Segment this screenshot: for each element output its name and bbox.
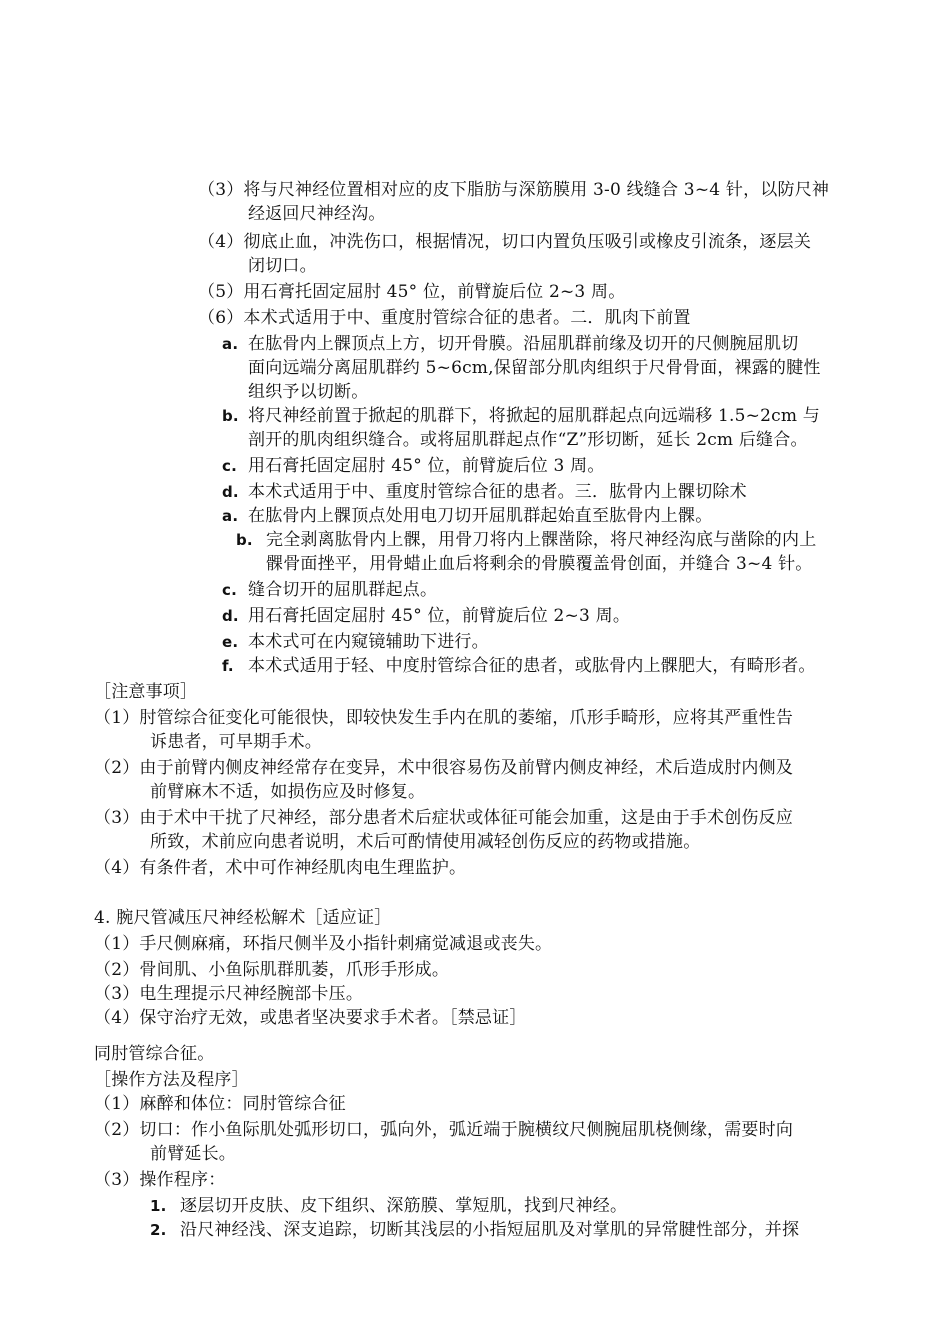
list-item bbox=[222, 404, 820, 428]
item-text: 骨间肌、小鱼际肌群肌萎，爪形手形成。 bbox=[139, 960, 450, 980]
list-item bbox=[248, 380, 368, 404]
item-text: 切口：作小鱼际肌处弧形切口，弧向外，弧近端于腕横纹尺侧腕屈肌桡侧缘，需要时向 bbox=[139, 1120, 794, 1140]
item-label: （3） bbox=[94, 1170, 140, 1190]
list-item bbox=[222, 504, 712, 528]
item-label: （1） bbox=[94, 708, 140, 728]
list-item bbox=[222, 332, 798, 356]
item-text: 由于术中干扰了尺神经，部分患者术后症状或体征可能会加重，这是由于手术创伤反应 bbox=[139, 808, 794, 828]
item-text: 本术式可在内窥镜辅助下进行。 bbox=[248, 632, 489, 652]
list-item bbox=[248, 428, 808, 452]
item-text: 在肱骨内上髁顶点处用电刀切开屈肌群起始直至肱骨内上髁。 bbox=[248, 506, 713, 526]
item-label: 1. bbox=[150, 1197, 167, 1215]
item-text: 前臂延长。 bbox=[150, 1144, 236, 1164]
item-text: 沿尺神经浅、深支追踪，切断其浅层的小指短屈肌及对掌肌的异常腱性部分，并探 bbox=[180, 1220, 800, 1240]
item-label: （4） bbox=[94, 1008, 140, 1028]
list-item bbox=[198, 178, 829, 202]
list-item bbox=[94, 982, 363, 1006]
item-label: （5） bbox=[198, 282, 244, 302]
item-label: （2） bbox=[94, 960, 140, 980]
item-text: 同肘管综合征。 bbox=[94, 1044, 215, 1064]
item-text: 逐层切开皮肤、皮下组织、深筋膜、掌短肌，找到尺神经。 bbox=[180, 1196, 628, 1216]
item-label: c. bbox=[222, 581, 237, 599]
list-item bbox=[266, 552, 812, 576]
item-text: 由于前臂内侧皮神经常存在变异，术中很容易伤及前臂内侧皮神经，术后造成肘内侧及 bbox=[139, 758, 794, 778]
item-text: 用石膏托固定屈肘 45° 位，前臂旋后位 2~3 周。 bbox=[248, 606, 631, 626]
list-item bbox=[150, 730, 322, 754]
item-label: （1） bbox=[94, 1094, 140, 1114]
item-text: 4. 腕尺管减压尺神经松解术［适应证］ bbox=[94, 908, 392, 928]
list-item bbox=[94, 932, 552, 956]
item-label: a. bbox=[222, 507, 239, 525]
paragraph bbox=[94, 1042, 214, 1066]
item-label: d. bbox=[222, 483, 239, 501]
item-text: 髁骨面挫平，用骨蜡止血后将剩余的骨膜覆盖骨创面，并缝合 3~4 针。 bbox=[266, 554, 813, 574]
item-label: （3） bbox=[94, 984, 140, 1004]
list-item bbox=[222, 480, 747, 504]
item-label: a. bbox=[222, 335, 239, 353]
list-item bbox=[198, 230, 811, 254]
item-text: 诉患者，可早期手术。 bbox=[150, 732, 322, 752]
section-heading bbox=[94, 680, 197, 704]
list-item bbox=[150, 1194, 627, 1218]
item-text: 完全剥离肱骨内上髁，用骨刀将内上髁凿除，将尺神经沟底与凿除的内上 bbox=[266, 530, 817, 550]
list-item bbox=[94, 706, 793, 730]
item-text: 组织予以切断。 bbox=[248, 382, 369, 402]
item-text: 前臂麻木不适，如损伤应及时修复。 bbox=[150, 782, 426, 802]
item-text: ［注意事项］ bbox=[94, 682, 198, 702]
list-item bbox=[198, 280, 625, 304]
list-item bbox=[248, 356, 821, 380]
item-text: 手尺侧麻痛，环指尺侧半及小指针刺痛觉减退或丧失。 bbox=[139, 934, 553, 954]
item-label: b. bbox=[236, 531, 253, 549]
item-text: 本术式适用于中、重度肘管综合征的患者。二．肌肉下前置 bbox=[243, 308, 691, 328]
section-heading bbox=[94, 906, 391, 930]
item-label: c. bbox=[222, 457, 237, 475]
list-item bbox=[222, 454, 605, 478]
list-item bbox=[248, 254, 317, 278]
list-item bbox=[94, 1118, 793, 1142]
item-label: （3） bbox=[94, 808, 140, 828]
item-label: e. bbox=[222, 633, 239, 651]
list-item bbox=[94, 1006, 527, 1030]
item-text: 彻底止血，冲洗伤口，根据情况，切口内置负压吸引或橡皮引流条，逐层关 bbox=[243, 232, 812, 252]
item-label: （2） bbox=[94, 758, 140, 778]
list-item bbox=[94, 756, 793, 780]
section-heading bbox=[94, 1068, 249, 1092]
list-item bbox=[222, 654, 816, 678]
list-item bbox=[150, 830, 700, 854]
item-text: 本术式适用于中、重度肘管综合征的患者。三．肱骨内上髁切除术 bbox=[248, 482, 747, 502]
item-text: 面向远端分离屈肌群约 5~6cm,保留部分肌肉组织于尺骨骨面，裸露的腱性 bbox=[248, 358, 821, 378]
item-text: 在肱骨内上髁顶点上方，切开骨膜。沿屈肌群前缘及切开的尺侧腕屈肌切 bbox=[248, 334, 799, 354]
item-label: f. bbox=[222, 657, 234, 675]
item-label: （4） bbox=[94, 858, 140, 878]
item-label: 2. bbox=[150, 1221, 167, 1239]
list-item bbox=[248, 202, 386, 226]
item-text: 本术式适用于轻、中度肘管综合征的患者，或肱骨内上髁肥大，有畸形者。 bbox=[248, 656, 816, 676]
list-item bbox=[222, 630, 489, 654]
item-text: 将尺神经前置于掀起的肌群下，将掀起的屈肌群起点向远端移 1.5~2cm 与 bbox=[248, 406, 820, 426]
item-label: （2） bbox=[94, 1120, 140, 1140]
item-text: 将与尺神经位置相对应的皮下脂肪与深筋膜用 3-0 线缝合 3~4 针，以防尺神 bbox=[243, 180, 830, 200]
item-text: 经返回尺神经沟。 bbox=[248, 204, 386, 224]
list-item bbox=[150, 1142, 236, 1166]
list-item bbox=[94, 1092, 346, 1116]
item-text: 电生理提示尺神经腕部卡压。 bbox=[139, 984, 364, 1004]
item-text: 用石膏托固定屈肘 45° 位，前臂旋后位 2~3 周。 bbox=[243, 282, 626, 302]
item-label: （6） bbox=[198, 308, 244, 328]
list-item bbox=[94, 958, 449, 982]
item-text: 麻醉和体位：同肘管综合征 bbox=[139, 1094, 346, 1114]
item-label: b. bbox=[222, 407, 239, 425]
item-text: 保守治疗无效，或患者坚决要求手术者。［禁忌证］ bbox=[139, 1008, 527, 1028]
item-text: 操作程序： bbox=[139, 1170, 226, 1190]
item-text: 有条件者，术中可作神经肌肉电生理监护。 bbox=[139, 858, 467, 878]
list-item bbox=[94, 806, 793, 830]
item-label: （3） bbox=[198, 180, 244, 200]
item-text: 用石膏托固定屈肘 45° 位，前臂旋后位 3 周。 bbox=[248, 456, 605, 476]
item-text: ［操作方法及程序］ bbox=[94, 1070, 249, 1090]
item-text: 剖开的肌肉组织缝合。或将屈肌群起点作“Z”形切断，延长 2cm 后缝合。 bbox=[248, 430, 808, 450]
item-text: 所致，术前应向患者说明，术后可酌情使用减轻创伤反应的药物或措施。 bbox=[150, 832, 701, 852]
item-label: （4） bbox=[198, 232, 244, 252]
list-item bbox=[236, 528, 816, 552]
list-item bbox=[222, 604, 630, 628]
item-label: （1） bbox=[94, 934, 140, 954]
item-text: 闭切口。 bbox=[248, 256, 317, 276]
list-item bbox=[222, 578, 437, 602]
list-item bbox=[94, 856, 466, 880]
list-item bbox=[198, 306, 691, 330]
item-text: 肘管综合征变化可能很快，即较快发生手内在肌的萎缩，爪形手畸形，应将其严重性告 bbox=[139, 708, 794, 728]
list-item bbox=[150, 780, 425, 804]
list-item bbox=[94, 1168, 225, 1192]
item-label: d. bbox=[222, 607, 239, 625]
list-item bbox=[150, 1218, 799, 1242]
item-text: 缝合切开的屈肌群起点。 bbox=[248, 580, 438, 600]
